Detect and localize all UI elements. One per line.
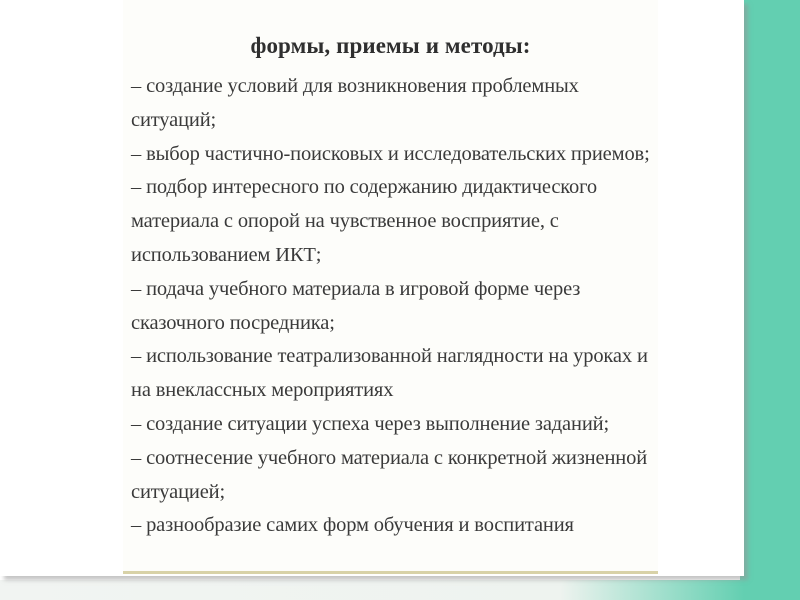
teal-accent-bar	[740, 0, 800, 600]
text-line: использованием ИКТ;	[131, 243, 322, 266]
text-line: – подача учебного материала в игровой форме через	[131, 277, 581, 300]
text-line: – разнообразие самих форм обучения и воспитания	[131, 514, 574, 537]
text-line: ситуаций;	[131, 108, 217, 131]
text-line: сказочного посредника;	[131, 311, 335, 334]
text-line: – соотнесение учебного материала с конкретной жизненной	[131, 446, 648, 469]
text-line: – использование театрализованной наглядности на уроках и	[131, 345, 648, 368]
text-line: ситуацией;	[131, 480, 226, 503]
text-line: – выбор частично-поисковых и исследовательских приемов;	[131, 142, 650, 165]
text-line: на внеклассных мероприятиях	[131, 379, 394, 402]
text-line: материала с опорой на чувственное восприятие, с	[131, 210, 559, 233]
document-image	[123, 0, 658, 574]
bottom-shadow-strip	[0, 580, 800, 600]
document-heading: формы, приемы и методы:	[250, 33, 531, 58]
text-line: – создание ситуации успеха через выполнение заданий;	[131, 412, 610, 435]
text-line: – создание условий для возникновения проблемных	[131, 75, 579, 97]
text-line: – подбор интересного по содержанию дидактического	[131, 176, 598, 199]
document-text	[131, 70, 650, 543]
